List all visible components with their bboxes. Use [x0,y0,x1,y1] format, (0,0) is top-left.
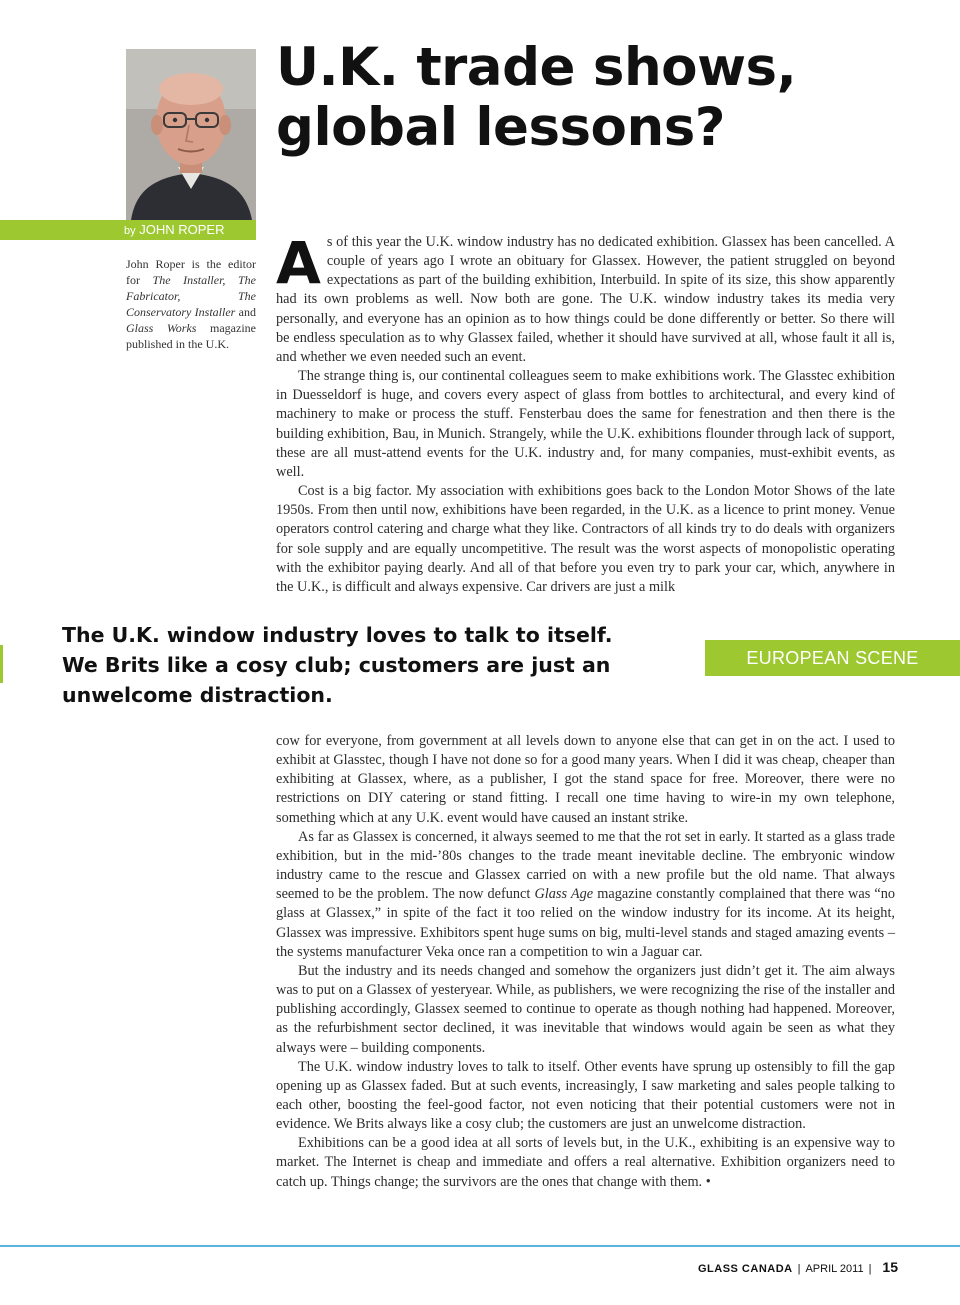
paragraph [276,233,895,367]
paragraph: The U.K. window industry loves to talk to itself. Other events have sprung up ostensibly to fill the gap opening up as Glassex faded. But at such events, increasingly, I saw marketing and sales people talking to each other, boosting the feel-good factor, not even noticing that their potential customers were not in evidence. We Brits always like a cosy club; the customers are just an unwelcome distraction. [276,1058,895,1133]
pull-quote-line-1: The U.K. window industry loves to talk to itself. [62,623,613,647]
page-number: 15 [882,1259,898,1275]
headline-line-1: U.K. trade shows, [276,37,797,98]
paragraph-text: magazine constantly complained that there was “no glass at Glassex,” in spite of the fact it too relied on the window industry for its income. At its height, Glassex was impressive. Exhibitors spent huge sums on big, multi-level stands and staged amazing events – the systems manufacturer Veka once ran a competition to win a Jaguar car. [276,886,895,960]
section-label: EUROPEAN SCENE [705,640,960,676]
author-photo [126,49,256,220]
paragraph: Cost is a big factor. My association with exhibitions goes back to the London Motor Shows of the late 1950s. From then until now, exhibitions have been regarded, in the U.K. as a licence to print money. Venue operators control catering and charge what they like. Contractors of all kinds try to do deals with organizers for sole supply and are equally uncompetitive. The result was the worst aspects of monopolistic operating with the exhibitor paying dearly. And all of that before you even try to park your car, which, anywhere in the U.K., is difficult and always expensive. Car drivers are just a milk [276,483,895,595]
author-portrait-illustration [126,49,256,220]
bio-publications: The Installer, The Fabricator, The Conservatory Installer [126,273,256,319]
bio-text-2: and [235,305,256,319]
author-name: JOHN ROPER [139,222,225,237]
footer-divider: | [868,1263,872,1275]
paragraph-text: As far as Glassex is concerned, it always seemed to me that the rot set in early. It started as a glass trade exhibition, but in the mid-’80s changes to the trade meant inevitable decline. The embryonic window industry came to the rescue and Glassex carried on with a new profile but the old name. That always seemed to be the problem. The now defunct [276,828,895,903]
byline-bar [0,220,256,240]
accent-tick [0,645,3,683]
paragraph [276,828,895,962]
footer-magazine: GLASS CANADA [697,1263,793,1275]
bio-text-3: magazine published in the U.K. [126,321,256,351]
drop-cap: A [276,233,321,297]
author-bio [126,256,256,352]
article-body-top [276,233,895,597]
byline [124,220,256,240]
bio-text-1: John Roper is the editor for [126,257,256,287]
paragraph: cow for everyone, from government at all levels down to anyone else that can get in on the act. I used to exhibit at Glasstec, though I have not done so for a good many years. When I did it was cheap, cheaper than exhibiting at Glassex, where, as a publisher, I got the stand space for free. Moreover, there were no restrictions on DIY catering or stand fitting. I recall one time having to wire-in my own telephone, something which at any U.K. event would have caused an instant strike. [276,733,895,826]
footer-rule [0,1245,960,1247]
footer-separator: | [797,1263,801,1275]
paragraph: The strange thing is, our continental colleagues seem to make exhibitions work. The Glasstec exhibition in Duesseldorf is huge, and covers every aspect of glass from bottles to architectural, and every kind of machinery to make or process the stuff. Fensterbau does the same for fenestration and then there is the building exhibition, Bau, in Munich. Strangely, while the U.K. exhibitions flounder through lack of support, these are all must-attend events for the U.K. industry and, for many companies, must-exhibit events, as well. [276,368,895,480]
magazine-name-glass-age: Glass Age [534,886,594,903]
bio-publication-glass-works: Glass Works [126,321,197,335]
pull-quote [62,620,692,710]
paragraph: But the industry and its needs changed and somehow the organizers just didn’t get it. The aim always was to put on a Glassex of yesteryear. While, as publishers, we were recognizing the rise of the installer and publishing accordingly, Glassex seemed to continue to operate as though nothing had happened. Moreover, as the refurbishment sector declined, it was inevitable that windows would again be seen as what they always were – building components. [276,962,895,1056]
article-headline [276,38,916,158]
byline-prefix: by [124,225,136,237]
headline-line-2: global lessons? [276,97,725,158]
pull-quote-line-3: unwelcome distraction. [62,683,333,707]
article-body-bottom [276,732,895,1192]
pull-quote-line-2: We Brits like a cosy club; customers are just an [62,653,611,677]
paragraph: Exhibitions can be a good idea at all sorts of levels but, in the U.K., exhibiting is an expensive way to market. The Internet is cheap and immediate and offers a real alternative. Exhibition organizers need to catch up. Things change; the survivors are the ones that change with them. • [276,1135,895,1190]
paragraph-text: s of this year the U.K. window industry has no dedicated exhibition. Glassex has been cancelled. A couple of years ago I wrote an obituary for Glassex. However, the patient struggled on beyond expectations as part of the building exhibition, Interbuild. In spite of its size, this show apparently had its own problems as well. Now both are gone. The U.K. window industry takes its media very personally, and everyone has an opinion as to how things could be done differently or better. So there will be endless speculation as to why Glassex failed, whether it should have survived at all, whose fault it all is, and whether we even needed such an event. [276,234,895,365]
footer-issue: APRIL 2011 [805,1263,864,1275]
page-footer [698,1257,898,1277]
